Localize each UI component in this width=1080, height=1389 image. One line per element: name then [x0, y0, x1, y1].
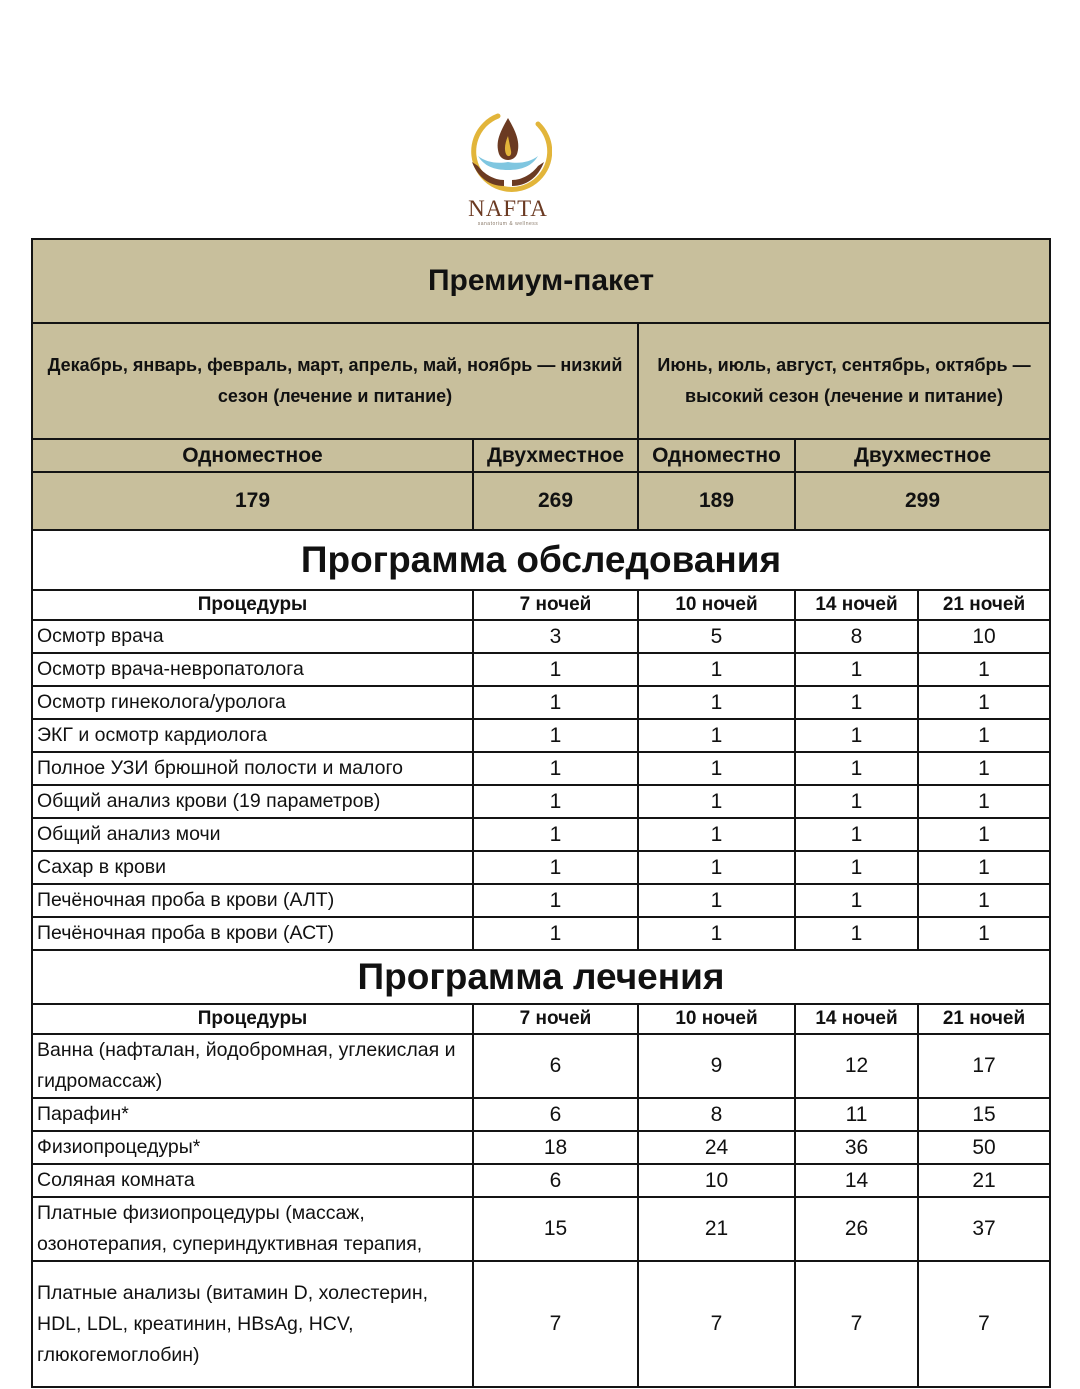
table-row [32, 851, 1050, 884]
treatment-section-title: Программа лечения [32, 950, 1050, 1004]
package-title: Премиум-пакет [32, 239, 1050, 323]
treatment-col-10-nights: 10 ночей [638, 1004, 795, 1034]
procedure-count: 21 [918, 1164, 1050, 1197]
table-row [32, 1034, 1050, 1098]
procedure-count: 5 [638, 620, 795, 653]
procedure-count: 1 [795, 917, 918, 950]
procedure-name: Полное УЗИ брюшной полости и малого [32, 752, 473, 785]
procedure-count: 1 [473, 653, 638, 686]
table-row [32, 752, 1050, 785]
procedure-count: 11 [795, 1098, 918, 1131]
table-row [32, 719, 1050, 752]
procedure-count: 24 [638, 1131, 795, 1164]
price-table [31, 238, 1051, 1388]
procedure-name: Парафин* [32, 1098, 473, 1131]
treatment-col-14-nights: 14 ночей [795, 1004, 918, 1034]
season-low: Декабрь, январь, февраль, март, апрель, май, ноябрь — низкий сезон (лечение и питание) [32, 323, 638, 439]
procedure-name: Платные физиопроцедуры (массаж, озонотерапия, супериндуктивная терапия, [32, 1197, 473, 1261]
procedure-count: 1 [795, 884, 918, 917]
procedure-count: 1 [638, 818, 795, 851]
table-row [32, 620, 1050, 653]
procedure-count: 1 [918, 785, 1050, 818]
procedure-name: Физиопроцедуры* [32, 1131, 473, 1164]
procedure-count: 1 [473, 686, 638, 719]
table-row [32, 1261, 1050, 1387]
procedure-count: 1 [638, 884, 795, 917]
table-row [32, 1131, 1050, 1164]
procedure-count: 1 [473, 884, 638, 917]
exam-section-title: Программа обследования [32, 530, 1050, 590]
procedure-name: Общий анализ крови (19 параметров) [32, 785, 473, 818]
room-header-single-high: Одноместно [638, 439, 795, 472]
procedure-count: 6 [473, 1034, 638, 1098]
table-row [32, 1164, 1050, 1197]
procedure-count: 12 [795, 1034, 918, 1098]
procedure-count: 21 [638, 1197, 795, 1261]
treatment-col-procedures: Процедуры [32, 1004, 473, 1034]
procedure-count: 10 [918, 620, 1050, 653]
procedure-name: Осмотр врача-невропатолога [32, 653, 473, 686]
procedure-count: 1 [638, 719, 795, 752]
procedure-count: 1 [918, 752, 1050, 785]
procedure-count: 1 [638, 851, 795, 884]
table-row [32, 785, 1050, 818]
season-high: Июнь, июль, август, сентябрь, октябрь — высокий сезон (лечение и питание) [638, 323, 1050, 439]
procedure-count: 1 [795, 686, 918, 719]
table-row [32, 653, 1050, 686]
procedure-count: 1 [473, 752, 638, 785]
procedure-count: 7 [795, 1261, 918, 1387]
procedure-name: Сахар в крови [32, 851, 473, 884]
brand-logo [462, 110, 554, 235]
price-double-high: 299 [795, 472, 1050, 530]
price-single-high: 189 [638, 472, 795, 530]
procedure-name: Печёночная проба в крови (АЛТ) [32, 884, 473, 917]
exam-col-7-nights: 7 ночей [473, 590, 638, 620]
price-double-low: 269 [473, 472, 638, 530]
procedure-name: Печёночная проба в крови (АСТ) [32, 917, 473, 950]
procedure-count: 1 [473, 719, 638, 752]
table-row [32, 1197, 1050, 1261]
procedure-count: 9 [638, 1034, 795, 1098]
procedure-count: 1 [918, 884, 1050, 917]
procedure-count: 1 [918, 719, 1050, 752]
exam-col-21-nights: 21 ночей [918, 590, 1050, 620]
treatment-rows [32, 1034, 1050, 1387]
procedure-count: 1 [918, 686, 1050, 719]
procedure-count: 17 [918, 1034, 1050, 1098]
procedure-count: 1 [638, 917, 795, 950]
procedure-count: 36 [795, 1131, 918, 1164]
exam-rows [32, 620, 1050, 950]
logo-wordmark: NAFTA [468, 196, 548, 221]
procedure-count: 18 [473, 1131, 638, 1164]
procedure-name: Соляная комната [32, 1164, 473, 1197]
procedure-count: 10 [638, 1164, 795, 1197]
procedure-count: 1 [638, 686, 795, 719]
room-header-double-high: Двухместное [795, 439, 1050, 472]
exam-col-14-nights: 14 ночей [795, 590, 918, 620]
procedure-count: 7 [638, 1261, 795, 1387]
procedure-count: 1 [638, 653, 795, 686]
procedure-name: ЭКГ и осмотр кардиолога [32, 719, 473, 752]
exam-col-procedures: Процедуры [32, 590, 473, 620]
procedure-name: Ванна (нафталан, йодобромная, углекислая и гидромассаж) [32, 1034, 473, 1098]
logo-tagline: sanatorium & wellness [477, 221, 539, 227]
procedure-count: 15 [918, 1098, 1050, 1131]
table-row [32, 1098, 1050, 1131]
procedure-count: 1 [473, 818, 638, 851]
procedure-count: 1 [795, 752, 918, 785]
procedure-count: 1 [795, 719, 918, 752]
procedure-name: Общий анализ мочи [32, 818, 473, 851]
procedure-count: 1 [795, 653, 918, 686]
procedure-count: 3 [473, 620, 638, 653]
flame-hands-icon [464, 110, 552, 196]
procedure-count: 1 [918, 653, 1050, 686]
table-row [32, 917, 1050, 950]
procedure-count: 1 [918, 917, 1050, 950]
procedure-name: Осмотр врача [32, 620, 473, 653]
procedure-count: 1 [795, 785, 918, 818]
procedure-count: 7 [473, 1261, 638, 1387]
room-header-double-low: Двухместное [473, 439, 638, 472]
procedure-count: 1 [638, 785, 795, 818]
table-row [32, 884, 1050, 917]
procedure-count: 1 [473, 851, 638, 884]
table-row [32, 818, 1050, 851]
procedure-name: Платные анализы (витамин D, холестерин, HDL, LDL, креатинин, HBsAg, HCV, глюкогемоглобин) [32, 1261, 473, 1387]
procedure-count: 14 [795, 1164, 918, 1197]
procedure-count: 1 [473, 917, 638, 950]
procedure-count: 7 [918, 1261, 1050, 1387]
procedure-name: Осмотр гинеколога/уролога [32, 686, 473, 719]
treatment-col-21-nights: 21 ночей [918, 1004, 1050, 1034]
procedure-count: 1 [473, 785, 638, 818]
procedure-count: 1 [795, 851, 918, 884]
procedure-count: 1 [918, 851, 1050, 884]
procedure-count: 26 [795, 1197, 918, 1261]
procedure-count: 50 [918, 1131, 1050, 1164]
price-single-low: 179 [32, 472, 473, 530]
procedure-count: 8 [795, 620, 918, 653]
procedure-count: 1 [795, 818, 918, 851]
treatment-col-7-nights: 7 ночей [473, 1004, 638, 1034]
exam-col-10-nights: 10 ночей [638, 590, 795, 620]
procedure-count: 8 [638, 1098, 795, 1131]
procedure-count: 15 [473, 1197, 638, 1261]
procedure-count: 1 [638, 752, 795, 785]
procedure-count: 37 [918, 1197, 1050, 1261]
room-header-single-low: Одноместное [32, 439, 473, 472]
procedure-count: 6 [473, 1164, 638, 1197]
procedure-count: 6 [473, 1098, 638, 1131]
table-row [32, 686, 1050, 719]
procedure-count: 1 [918, 818, 1050, 851]
